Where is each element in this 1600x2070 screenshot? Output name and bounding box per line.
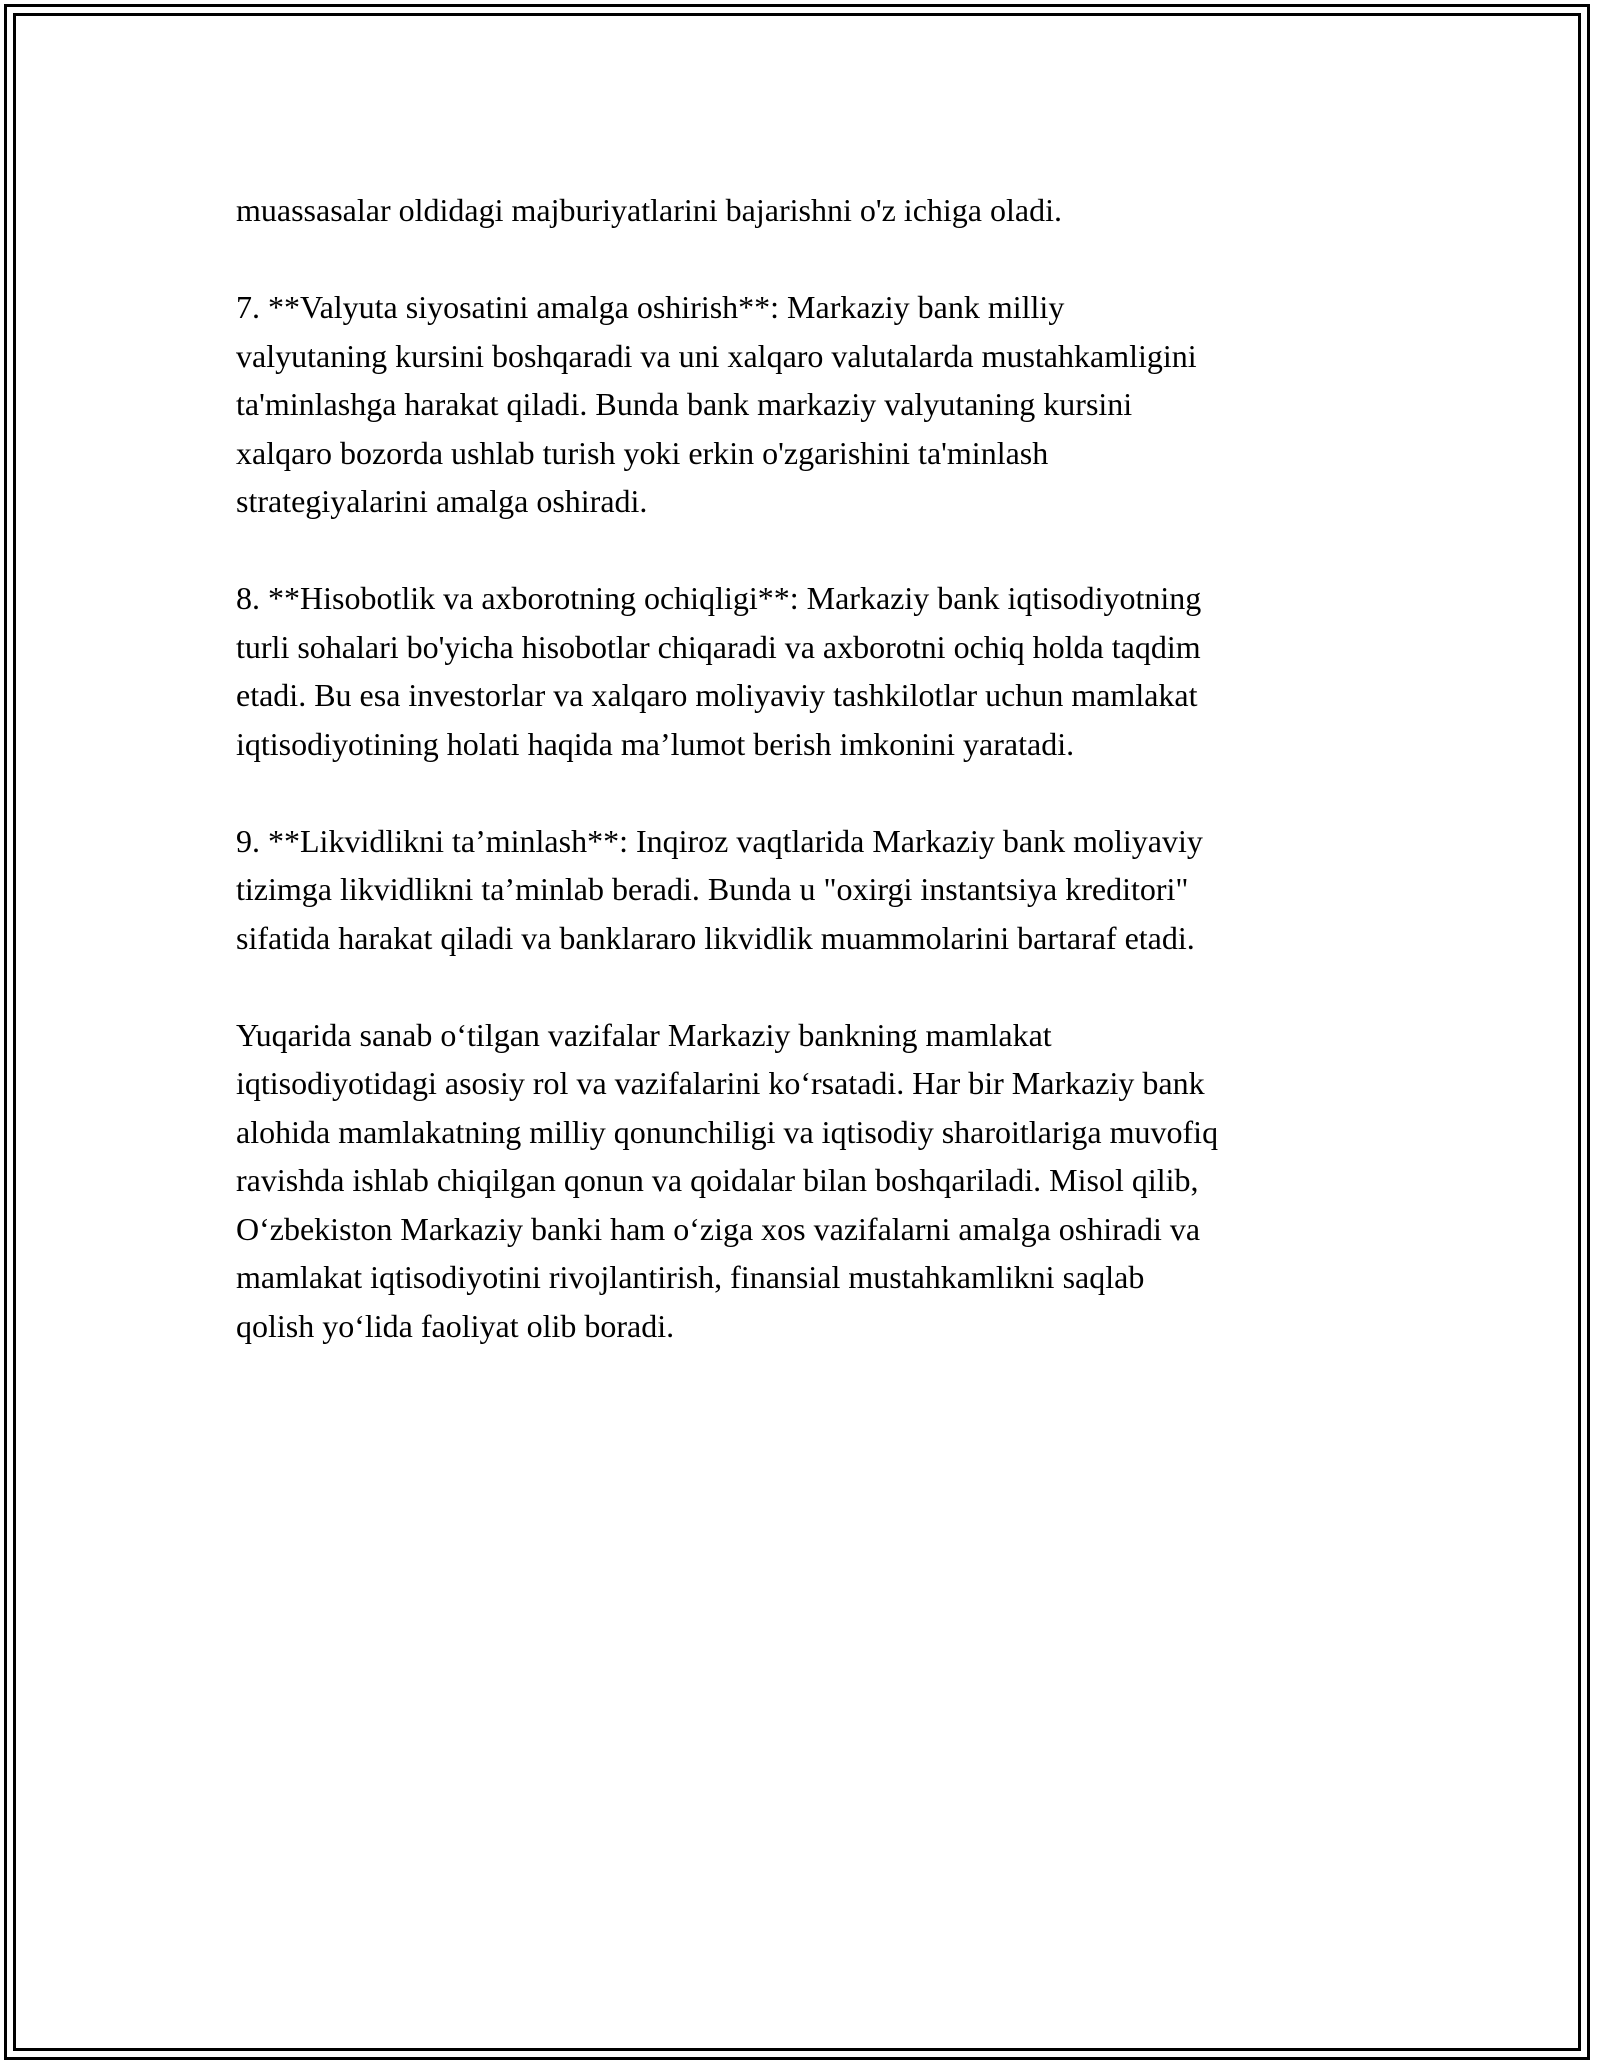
document-body xyxy=(236,186,1386,1399)
paragraph-continuation: muassasalar oldidagi majburiyatlarini bajarishni o'z ichiga oladi. xyxy=(236,192,1062,228)
paragraph-conclusion: Yuqarida sanab o‘tilgan vazifalar Markaziy bankning mamlakat iqtisodiyotidagi asosiy rol va vazifalarini ko‘rsatadi. Har bir Markaziy bank alohida mamlakatning milliy qonunchiligi va iqtisodiy sharoitlariga muvofiq ravishda ishlab chiqilgan qonun va qoidalar bilan boshqariladi. Misol qilib, O‘zbekiston Markaziy banki ham o‘ziga xos vazifalarni amalga oshiradi va mamlakat iqtisodiyotini rivojlantirish, finansial mustahkamlikni saqlab qolish yo‘lida faoliyat olib boradi. xyxy=(236,1016,1219,1344)
paragraph-item-9-liquidity: 9. **Likvidlikni ta’minlash**: Inqiroz vaqtlarida Markaziy bank moliyaviy tizimga likvidlikni ta’minlab beradi. Bunda u "oxirgi instantsiya kreditori" sifatida harakat qiladi va banklararo likvidlik muammolarini bartaraf etadi. xyxy=(236,822,1203,956)
paragraph-item-7-currency-policy: 7. **Valyuta siyosatini amalga oshirish**: Markaziy bank milliy valyutaning kursini boshqaradi va uni xalqaro valutalarda mustahkamligini ta'minlashga harakat qiladi. Bunda bank markaziy valyutaning kursini xalqaro bozorda ushlab turish yoki erkin o'zgarishini ta'minlash strategiyalarini amalga oshiradi. xyxy=(236,289,1197,519)
paragraph-item-8-reporting-transparency: 8. **Hisobotlik va axborotning ochiqligi**: Markaziy bank iqtisodiyotning turli sohalari bo'yicha hisobotlar chiqaradi va axborotni ochiq holda taqdim etadi. Bu esa investorlar va xalqaro moliyaviy tashkilotlar uchun mamlakat iqtisodiyotining holati haqida ma’lumot berish imkonini yaratadi. xyxy=(236,580,1202,762)
